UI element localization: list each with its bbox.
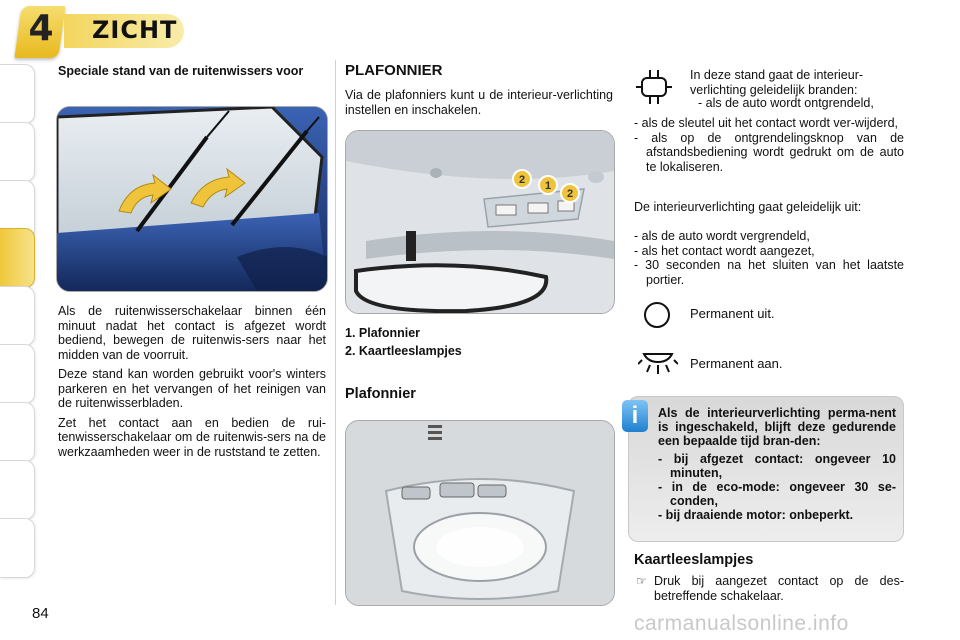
- windscreen-illustration: [56, 106, 328, 292]
- chapter-tab-active[interactable]: [0, 228, 35, 288]
- legend-item: 1. Plafonnier: [345, 326, 421, 340]
- chapter-tab[interactable]: [0, 344, 35, 404]
- door-position-icon: [634, 70, 674, 106]
- chapter-tab[interactable]: [0, 460, 35, 520]
- list-item: - 30 seconden na het sluiten van het laatste portier.: [634, 258, 904, 287]
- door-mode-text: In deze stand gaat de interieur-verlichting geleidelijk branden:: [690, 68, 864, 97]
- hand-pointer-icon: ☞: [636, 574, 647, 588]
- list-item: - als de auto wordt vergrendeld,: [634, 229, 810, 243]
- map-lights-heading: Kaartleeslampjes: [634, 552, 754, 568]
- list-item: - als op de ontgrendelingsknop van de afstandsbediening wordt gedrukt om de auto te lokaliseren.: [634, 130, 904, 174]
- info-item: - bij afgezet contact: ongeveer 10 minuten,: [658, 452, 896, 480]
- permanent-off-icon: [642, 300, 672, 330]
- permanent-off-label: Permanent uit.: [690, 306, 775, 321]
- chapter-tab[interactable]: [0, 286, 35, 346]
- subheading-plafonnier: Plafonnier: [345, 386, 416, 402]
- column-divider: [335, 60, 336, 605]
- off-intro: De interieurverlichting gaat geleidelijk uit:: [634, 200, 862, 214]
- paragraph: Deze stand kan worden gebruikt voor's winters parkeren en het vervangen of het reinigen van de ruitenwisserbladen.: [58, 367, 326, 410]
- on-conditions-list: [634, 116, 904, 174]
- dome-light-illustration: [345, 420, 615, 606]
- section-intro: Via de plafonniers kunt u de interieur-verlichting instellen en inschakelen.: [345, 88, 613, 117]
- ceiling-light-image: [346, 131, 614, 313]
- info-icon: i: [622, 400, 648, 432]
- permanent-on-icon: [638, 350, 678, 378]
- windscreen-wipers-image: [57, 107, 327, 291]
- watermark: carmanualsonline.info: [634, 612, 849, 635]
- ceiling-light-illustration: [345, 130, 615, 314]
- callout-label: 2: [566, 188, 574, 200]
- callout-label: 2: [518, 174, 526, 186]
- chapter-tab[interactable]: [0, 64, 35, 124]
- legend-item: 2. Kaartleeslampjes: [345, 344, 462, 358]
- permanent-on-label: Permanent aan.: [690, 356, 783, 371]
- section-title: PLAFONNIER: [345, 62, 443, 79]
- info-text: Als de interieurverlichting perma-nent is ingeschakeld, blijft deze gedurende een bepaalde tijd bran-den:: [658, 406, 896, 448]
- info-item: - bij draaiende motor: onbeperkt.: [658, 508, 854, 522]
- info-item: - in de eco-mode: ongeveer 30 se-conden,: [658, 480, 896, 508]
- wiper-heading: Speciale stand van de ruitenwissers voor: [58, 64, 304, 78]
- wiper-description: [58, 304, 326, 464]
- list-item: - als het contact wordt aangezet,: [634, 243, 815, 258]
- page-title: ZICHT: [92, 16, 178, 44]
- chapter-tab[interactable]: [0, 402, 35, 462]
- page-number: 84: [32, 605, 49, 622]
- paragraph: Als de ruitenwisserschakelaar binnen één minuut nadat het contact is afgezet wordt bediend, bewegen de ruitenwis-sers naar het midden van de voorruit.: [58, 304, 326, 362]
- paragraph: Zet het contact aan en bedien de rui-tenwisserschakelaar om de ruitenwis-sers na de werkzaamheden weer in de ruststand te zetten.: [58, 415, 326, 459]
- off-conditions-list: [634, 229, 904, 287]
- map-lights-text: Druk bij aangezet contact op de des-betreffende schakelaar.: [654, 574, 904, 603]
- numbered-legend: [345, 324, 462, 360]
- door-mode-sub: - als de auto wordt ontgrendeld,: [698, 96, 874, 110]
- info-content: [658, 406, 896, 522]
- dome-light-image: [346, 421, 614, 605]
- chapter-tab[interactable]: [0, 518, 35, 578]
- chapter-number: 4: [28, 8, 54, 49]
- chapter-tab[interactable]: [0, 122, 35, 182]
- list-item: - als de sleutel uit het contact wordt ver-wijderd,: [634, 116, 899, 130]
- callout-label: 1: [544, 180, 552, 192]
